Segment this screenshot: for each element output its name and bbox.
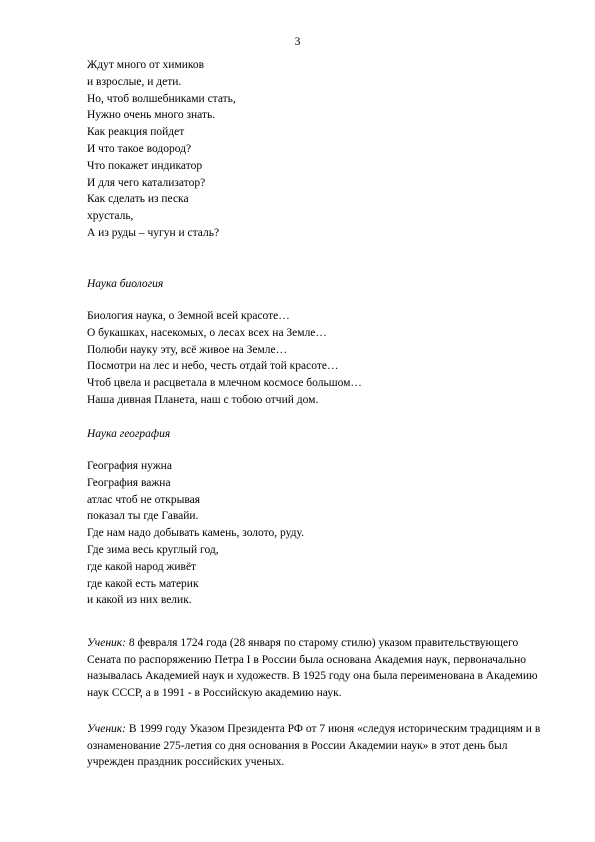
speaker-label: Ученик: (87, 723, 126, 735)
poem-chemistry (87, 57, 547, 242)
section-geography (87, 426, 547, 443)
poem-line: Ждут много от химиков (87, 59, 205, 71)
poem-line: хрусталь, (87, 210, 134, 223)
section-biology (87, 276, 547, 293)
student-paragraph (87, 721, 547, 771)
section-heading: Наука география (87, 428, 171, 440)
poem-line: Как реакция пойдет (87, 126, 185, 139)
poem-line: О букашках, насекомых, о лесах всех на Земле… (87, 326, 327, 339)
poem-line: Чтоб цвела и расцветала в млечном космосе большом… (87, 377, 362, 390)
poem-line: Наша дивная Планета, наш с тобою отчий дом. (87, 393, 319, 406)
poem-line: Где нам надо добывать камень, золото, руду. (87, 527, 304, 540)
poem-line: показал ты где Гавайи. (87, 510, 199, 523)
poem-line: где какой народ живёт (87, 560, 197, 573)
speaker-label: Ученик: (87, 637, 126, 649)
poem-biology (87, 308, 547, 409)
paragraph-text: В 1999 году Указом Президента РФ от 7 июня «следуя историческим традициям и в ознаменование 275-летия со дня основания в России Академии наук» в этот день был учрежден праздник российских ученых. (87, 723, 541, 769)
poem-line: где какой есть материк (87, 577, 199, 590)
paragraph-text: 8 февраля 1724 года (28 января по старому стилю) указом правительствующего Сената по распоряжению Петра I в России была основана Академия наук, первоначально называлась Академией наук и художеств. В 1925 году она была переименована в Академию наук СССР, а в 1991 - в Российскую академию наук. (87, 637, 538, 699)
poem-line: и взрослые, и дети. (87, 75, 182, 88)
poem-line: И для чего катализатор? (87, 176, 206, 189)
poem-geography (87, 458, 547, 609)
poem-line: Полюби науку эту, всё живое на Земле… (87, 343, 288, 356)
poem-line: Биология наука, о Земной всей красоте… (87, 310, 290, 322)
poem-line: Но, чтоб волшебниками стать, (87, 92, 236, 105)
poem-line: География важна (87, 476, 171, 489)
page-number: 3 (294, 36, 301, 48)
student-paragraph (87, 635, 547, 701)
poem-line: И что такое водород? (87, 142, 192, 155)
poem-line: Нужно очень много знать. (87, 109, 216, 122)
poem-line: А из руды – чугун и сталь? (87, 226, 220, 239)
section-heading: Наука биология (87, 278, 164, 290)
poem-line: География нужна (87, 460, 172, 472)
poem-line: и какой из них велик. (87, 594, 192, 607)
poem-line: Где зима весь круглый год, (87, 543, 219, 556)
poem-line: атлас чтоб не открывая (87, 493, 200, 506)
poem-line: Как сделать из песка (87, 193, 189, 206)
poem-line: Что покажет индикатор (87, 159, 203, 172)
poem-line: Посмотри на лес и небо, честь отдай той красоте… (87, 360, 339, 373)
